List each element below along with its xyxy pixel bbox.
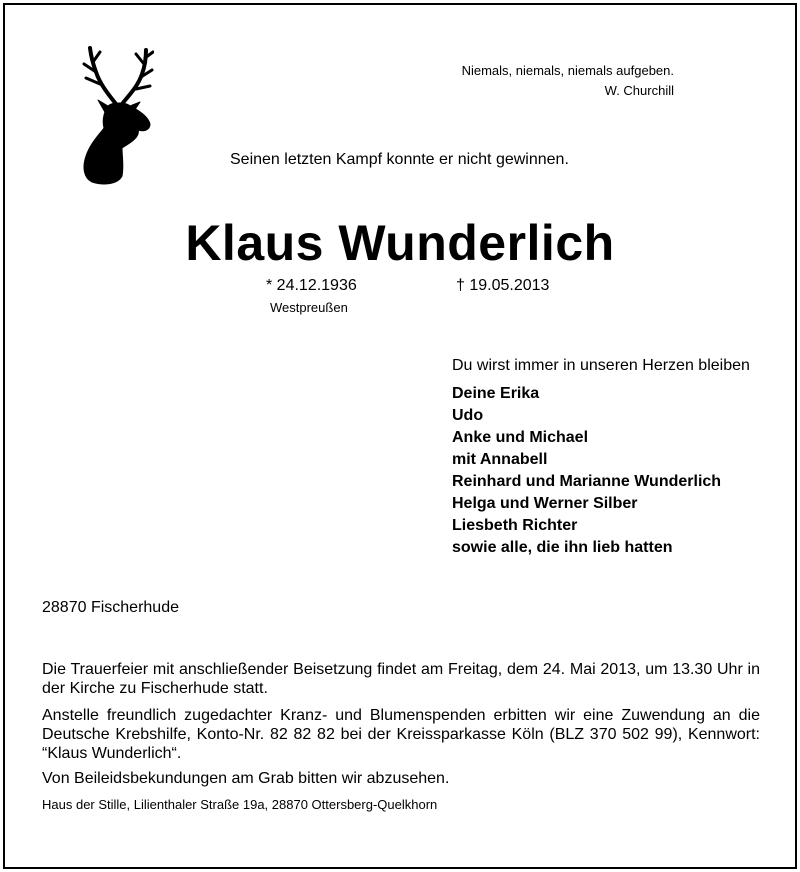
footer-address: Haus der Stille, Lilienthaler Straße 19a, 28870 Ottersberg-Quelkhorn — [42, 797, 438, 812]
birth-date: * 24.12.1936 — [266, 277, 357, 294]
subtitle: Seinen letzten Kampf konnte er nicht gewinnen. — [230, 151, 569, 168]
mourner-item: Anke und Michael — [452, 429, 589, 446]
mourner-item: sowie alle, die ihn lieb hatten — [452, 539, 673, 556]
donation-paragraph: Anstelle freundlich zugedachter Kranz- und Blumenspenden erbitten wir eine Zuwendung an die Deutsche Krebshilfe, Konto-Nr. 82 82 82 bei der Kreissparkasse Köln (BLZ 370 502 99), Kennwort: “Klaus Wunderlich“. — [42, 707, 760, 762]
stag-head-icon — [78, 44, 154, 186]
birthplace: Westpreußen — [270, 300, 348, 315]
mourner-item: mit Annabell — [452, 451, 548, 468]
location: 28870 Fischerhude — [42, 599, 179, 616]
mourner-item: Udo — [452, 407, 484, 424]
quote-author: W. Churchill — [604, 83, 674, 98]
mourner-item: Reinhard und Marianne Wunderlich — [452, 473, 722, 490]
mourner-item: Helga und Werner Silber — [452, 495, 638, 512]
quote-text: Niemals, niemals, niemals aufgeben. — [461, 63, 674, 78]
mourner-item: Liesbeth Richter — [452, 517, 578, 534]
deceased-name: Klaus Wunderlich — [185, 215, 615, 271]
mourners-list — [452, 383, 721, 559]
churchill-quote — [462, 61, 674, 101]
condolences-paragraph: Von Beileidsbekundungen am Grab bitten wir abzusehen. — [42, 770, 450, 787]
mourner-item: Deine Erika — [452, 385, 540, 402]
death-date: † 19.05.2013 — [456, 277, 550, 294]
remember-text: Du wirst immer in unseren Herzen bleiben — [452, 357, 750, 374]
funeral-paragraph: Die Trauerfeier mit anschließender Beisetzung findet am Freitag, dem 24. Mai 2013, um 13.30 Uhr in der Kirche zu Fischerhude statt. — [42, 661, 760, 697]
